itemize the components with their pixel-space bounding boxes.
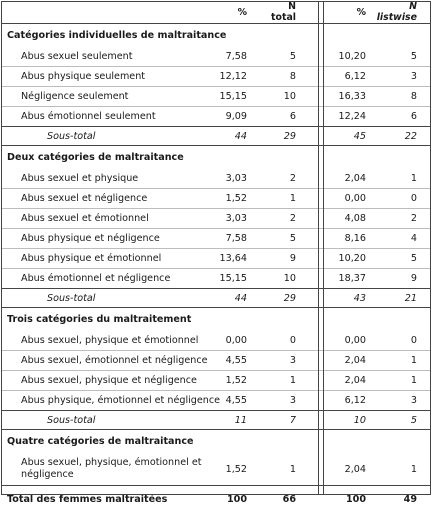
cell-pct1: 15,15 [211, 269, 261, 289]
cell-pct1: 4,55 [211, 391, 261, 411]
cell-pct2: 2,04 [324, 453, 376, 486]
table-row [1, 453, 431, 486]
row-label: Abus physique, émotionnel et négligence [1, 391, 211, 411]
header-row [1, 1, 431, 24]
table-row [1, 229, 431, 249]
cell-pct1: 7,58 [211, 47, 261, 67]
row-label: Abus sexuel et négligence [1, 189, 211, 209]
row-label: Abus physique et négligence [1, 229, 211, 249]
table-row [1, 331, 431, 351]
subtotal-ntotal: 29 [261, 289, 318, 308]
cell-ntotal: 8 [261, 67, 318, 87]
cell-pct2: 12,24 [324, 107, 376, 127]
cell-pct1: 13,64 [211, 249, 261, 269]
cell-pct1: 1,52 [211, 371, 261, 391]
cell-nlistwise: 0 [376, 331, 431, 351]
table-row [1, 269, 431, 289]
total-row [1, 486, 431, 512]
row-label: Abus émotionnel seulement [1, 107, 211, 127]
cell-ntotal: 6 [261, 107, 318, 127]
subtotal-nlistwise: 5 [376, 411, 431, 430]
cell-nlistwise: 3 [376, 391, 431, 411]
subtotal-pct2: 43 [324, 289, 376, 308]
subtotal-label: Sous-total [1, 289, 211, 308]
cell-pct2: 6,12 [324, 67, 376, 87]
section-title: Deux catégories de maltraitance [1, 146, 318, 170]
row-label: Abus sexuel, physique, émotionnel et négligence [1, 453, 211, 486]
section-title: Trois catégories du maltraitement [1, 308, 318, 332]
cell-ntotal: 3 [261, 351, 318, 371]
total-pct1: 100 [211, 486, 261, 512]
table-row [1, 87, 431, 107]
cell-pct1: 0,00 [211, 331, 261, 351]
row-label: Négligence seulement [1, 87, 211, 107]
header-nlistwise: N listwise [376, 1, 431, 24]
cell-pct2: 2,04 [324, 371, 376, 391]
row-label: Abus sexuel, physique et négligence [1, 371, 211, 391]
cell-ntotal: 2 [261, 209, 318, 229]
cell-ntotal: 9 [261, 249, 318, 269]
subtotal-row [1, 411, 431, 430]
subtotal-nlistwise: 21 [376, 289, 431, 308]
cell-nlistwise: 5 [376, 47, 431, 67]
subtotal-ntotal: 29 [261, 127, 318, 146]
cell-nlistwise: 3 [376, 67, 431, 87]
table-row [1, 169, 431, 189]
table-row [1, 189, 431, 209]
section-title: Quatre catégories de maltraitance [1, 430, 318, 454]
cell-nlistwise: 6 [376, 107, 431, 127]
header-pct1: % [211, 1, 261, 24]
cell-nlistwise: 2 [376, 209, 431, 229]
cell-ntotal: 3 [261, 391, 318, 411]
cell-ntotal: 10 [261, 269, 318, 289]
cell-pct2: 16,33 [324, 87, 376, 107]
cell-ntotal: 5 [261, 229, 318, 249]
cell-nlistwise: 1 [376, 169, 431, 189]
cell-pct2: 2,04 [324, 351, 376, 371]
table-row [1, 209, 431, 229]
cell-ntotal: 10 [261, 87, 318, 107]
subtotal-row [1, 127, 431, 146]
cell-pct2: 0,00 [324, 331, 376, 351]
subtotal-nlistwise: 22 [376, 127, 431, 146]
cell-nlistwise: 5 [376, 249, 431, 269]
section-title-row [1, 308, 431, 332]
row-label: Abus sexuel et physique [1, 169, 211, 189]
cell-ntotal: 1 [261, 371, 318, 391]
table-row [1, 391, 431, 411]
cell-pct2: 6,12 [324, 391, 376, 411]
section-title-row [1, 146, 431, 170]
row-label: Abus physique et émotionnel [1, 249, 211, 269]
cell-nlistwise: 4 [376, 229, 431, 249]
table-row [1, 351, 431, 371]
subtotal-pct1: 44 [211, 127, 261, 146]
section-title-row [1, 24, 431, 48]
row-label: Abus sexuel, émotionnel et négligence [1, 351, 211, 371]
maltreatment-table [1, 1, 431, 512]
maltreatment-table-wrapper [1, 1, 431, 495]
subtotal-label: Sous-total [1, 411, 211, 430]
cell-nlistwise: 1 [376, 453, 431, 486]
subtotal-row [1, 289, 431, 308]
subtotal-ntotal: 7 [261, 411, 318, 430]
cell-pct2: 2,04 [324, 169, 376, 189]
table-row [1, 47, 431, 67]
cell-nlistwise: 1 [376, 351, 431, 371]
total-nlistwise: 49 [376, 486, 431, 512]
cell-pct1: 9,09 [211, 107, 261, 127]
cell-ntotal: 2 [261, 169, 318, 189]
header-label [1, 1, 211, 24]
subtotal-pct1: 44 [211, 289, 261, 308]
cell-nlistwise: 1 [376, 371, 431, 391]
cell-pct1: 3,03 [211, 169, 261, 189]
cell-pct1: 4,55 [211, 351, 261, 371]
total-ntotal: 66 [261, 486, 318, 512]
row-label: Abus physique seulement [1, 67, 211, 87]
subtotal-pct2: 10 [324, 411, 376, 430]
row-label: Abus sexuel seulement [1, 47, 211, 67]
cell-pct2: 0,00 [324, 189, 376, 209]
section-title: Catégories individuelles de maltraitance [1, 24, 318, 48]
row-label: Abus sexuel, physique et émotionnel [1, 331, 211, 351]
table-row [1, 249, 431, 269]
cell-pct2: 18,37 [324, 269, 376, 289]
table-row [1, 371, 431, 391]
subtotal-pct1: 11 [211, 411, 261, 430]
cell-pct2: 8,16 [324, 229, 376, 249]
cell-pct1: 7,58 [211, 229, 261, 249]
cell-nlistwise: 8 [376, 87, 431, 107]
cell-nlistwise: 9 [376, 269, 431, 289]
cell-pct1: 1,52 [211, 189, 261, 209]
row-label: Abus émotionnel et négligence [1, 269, 211, 289]
cell-nlistwise: 0 [376, 189, 431, 209]
cell-ntotal: 5 [261, 47, 318, 67]
section-title-row [1, 430, 431, 454]
cell-pct1: 3,03 [211, 209, 261, 229]
row-label: Abus sexuel et émotionnel [1, 209, 211, 229]
table-row [1, 67, 431, 87]
cell-ntotal: 0 [261, 331, 318, 351]
cell-pct1: 15,15 [211, 87, 261, 107]
cell-ntotal: 1 [261, 189, 318, 209]
cell-pct2: 4,08 [324, 209, 376, 229]
total-label: Total des femmes maltraitées [1, 486, 211, 512]
subtotal-label: Sous-total [1, 127, 211, 146]
header-ntotal: N total [261, 1, 318, 24]
cell-pct2: 10,20 [324, 249, 376, 269]
header-pct2: % [324, 1, 376, 24]
cell-pct1: 1,52 [211, 453, 261, 486]
subtotal-pct2: 45 [324, 127, 376, 146]
total-pct2: 100 [324, 486, 376, 512]
cell-ntotal: 1 [261, 453, 318, 486]
table-row [1, 107, 431, 127]
cell-pct2: 10,20 [324, 47, 376, 67]
cell-pct1: 12,12 [211, 67, 261, 87]
